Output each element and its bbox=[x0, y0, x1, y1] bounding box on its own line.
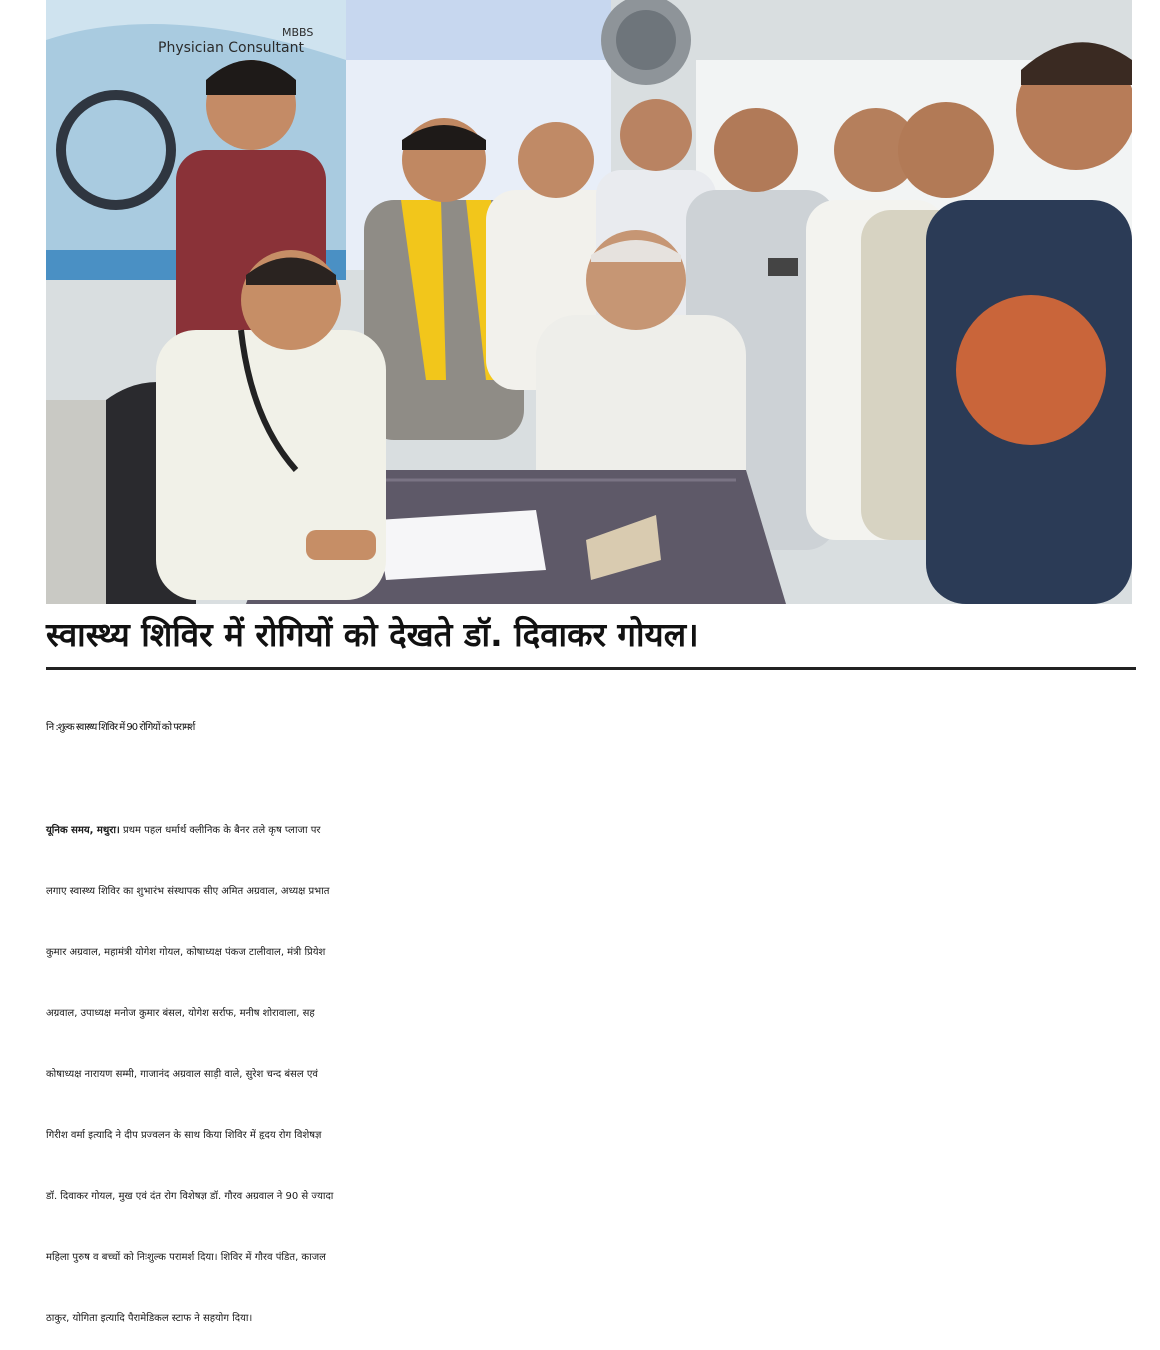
clinic-scene-illustration bbox=[46, 0, 1132, 604]
article-dateline: यूनिक समय, मथुरा। bbox=[46, 825, 120, 836]
sign-text-mbbs: MBBS bbox=[282, 26, 314, 39]
article-line-1 bbox=[46, 800, 1136, 861]
separator-rule bbox=[46, 667, 1136, 670]
article-line-4: अग्रवाल, उपाध्यक्ष मनोज कुमार बंसल, योगेश सर्राफ, मनीष शोरावाला, सह bbox=[46, 1008, 315, 1019]
prescription-paper bbox=[376, 510, 546, 580]
article-line-5: कोषाध्यक्ष नारायण सम्मी, गाजानंद अग्रवाल साड़ी वाले, सुरेश चन्द बंसल एवं bbox=[46, 1069, 318, 1080]
article-line-3: कुमार अग्रवाल, महामंत्री योगेश गोयल, कोषाध्यक्ष पंकज टालीवाल, मंत्री प्रियेश bbox=[46, 947, 326, 958]
article-line-6: गिरीश वर्मा इत्यादि ने दीप प्रज्वलन के साथ किया शिविर में हृदय रोग विशेषज्ञ bbox=[46, 1130, 322, 1141]
news-photo bbox=[46, 0, 1132, 604]
article-line-8: महिला पुरुष व बच्चों को निःशुल्क परामर्श दिया। शिविर में गौरव पंडित, काजल bbox=[46, 1252, 326, 1263]
article-line-2: लगाए स्वास्थ्य शिविर का शुभारंभ संस्थापक सीए अमित अग्रवाल, अध्यक्ष प्रभात bbox=[46, 886, 330, 897]
article-line-1-text: प्रथम पहल धर्मार्थ क्लीनिक के बैनर तले कृष प्लाजा पर bbox=[119, 825, 321, 836]
article-line-9: ठाकुर, योगिता इत्यादि पैरामेडिकल स्टाफ ने सहयोग दिया। bbox=[46, 1313, 253, 1324]
article-body bbox=[46, 800, 1136, 1349]
sign-text-physician: Physician Consultant bbox=[158, 40, 304, 56]
photo-caption: स्वास्थ्य शिविर में रोगियों को देखते डॉ. दिवाकर गोयल। bbox=[46, 615, 699, 654]
article-headline: नि :शुल्क स्वास्थ्य शिविर में 90 रोगियों को परामर्श bbox=[46, 722, 195, 733]
article-line-7: डॉ. दिवाकर गोयल, मुख एवं दंत रोग विशेषज्ञ डॉ. गौरव अग्रवाल ने 90 से ज्यादा bbox=[46, 1191, 334, 1202]
tshirt-print bbox=[956, 295, 1106, 445]
